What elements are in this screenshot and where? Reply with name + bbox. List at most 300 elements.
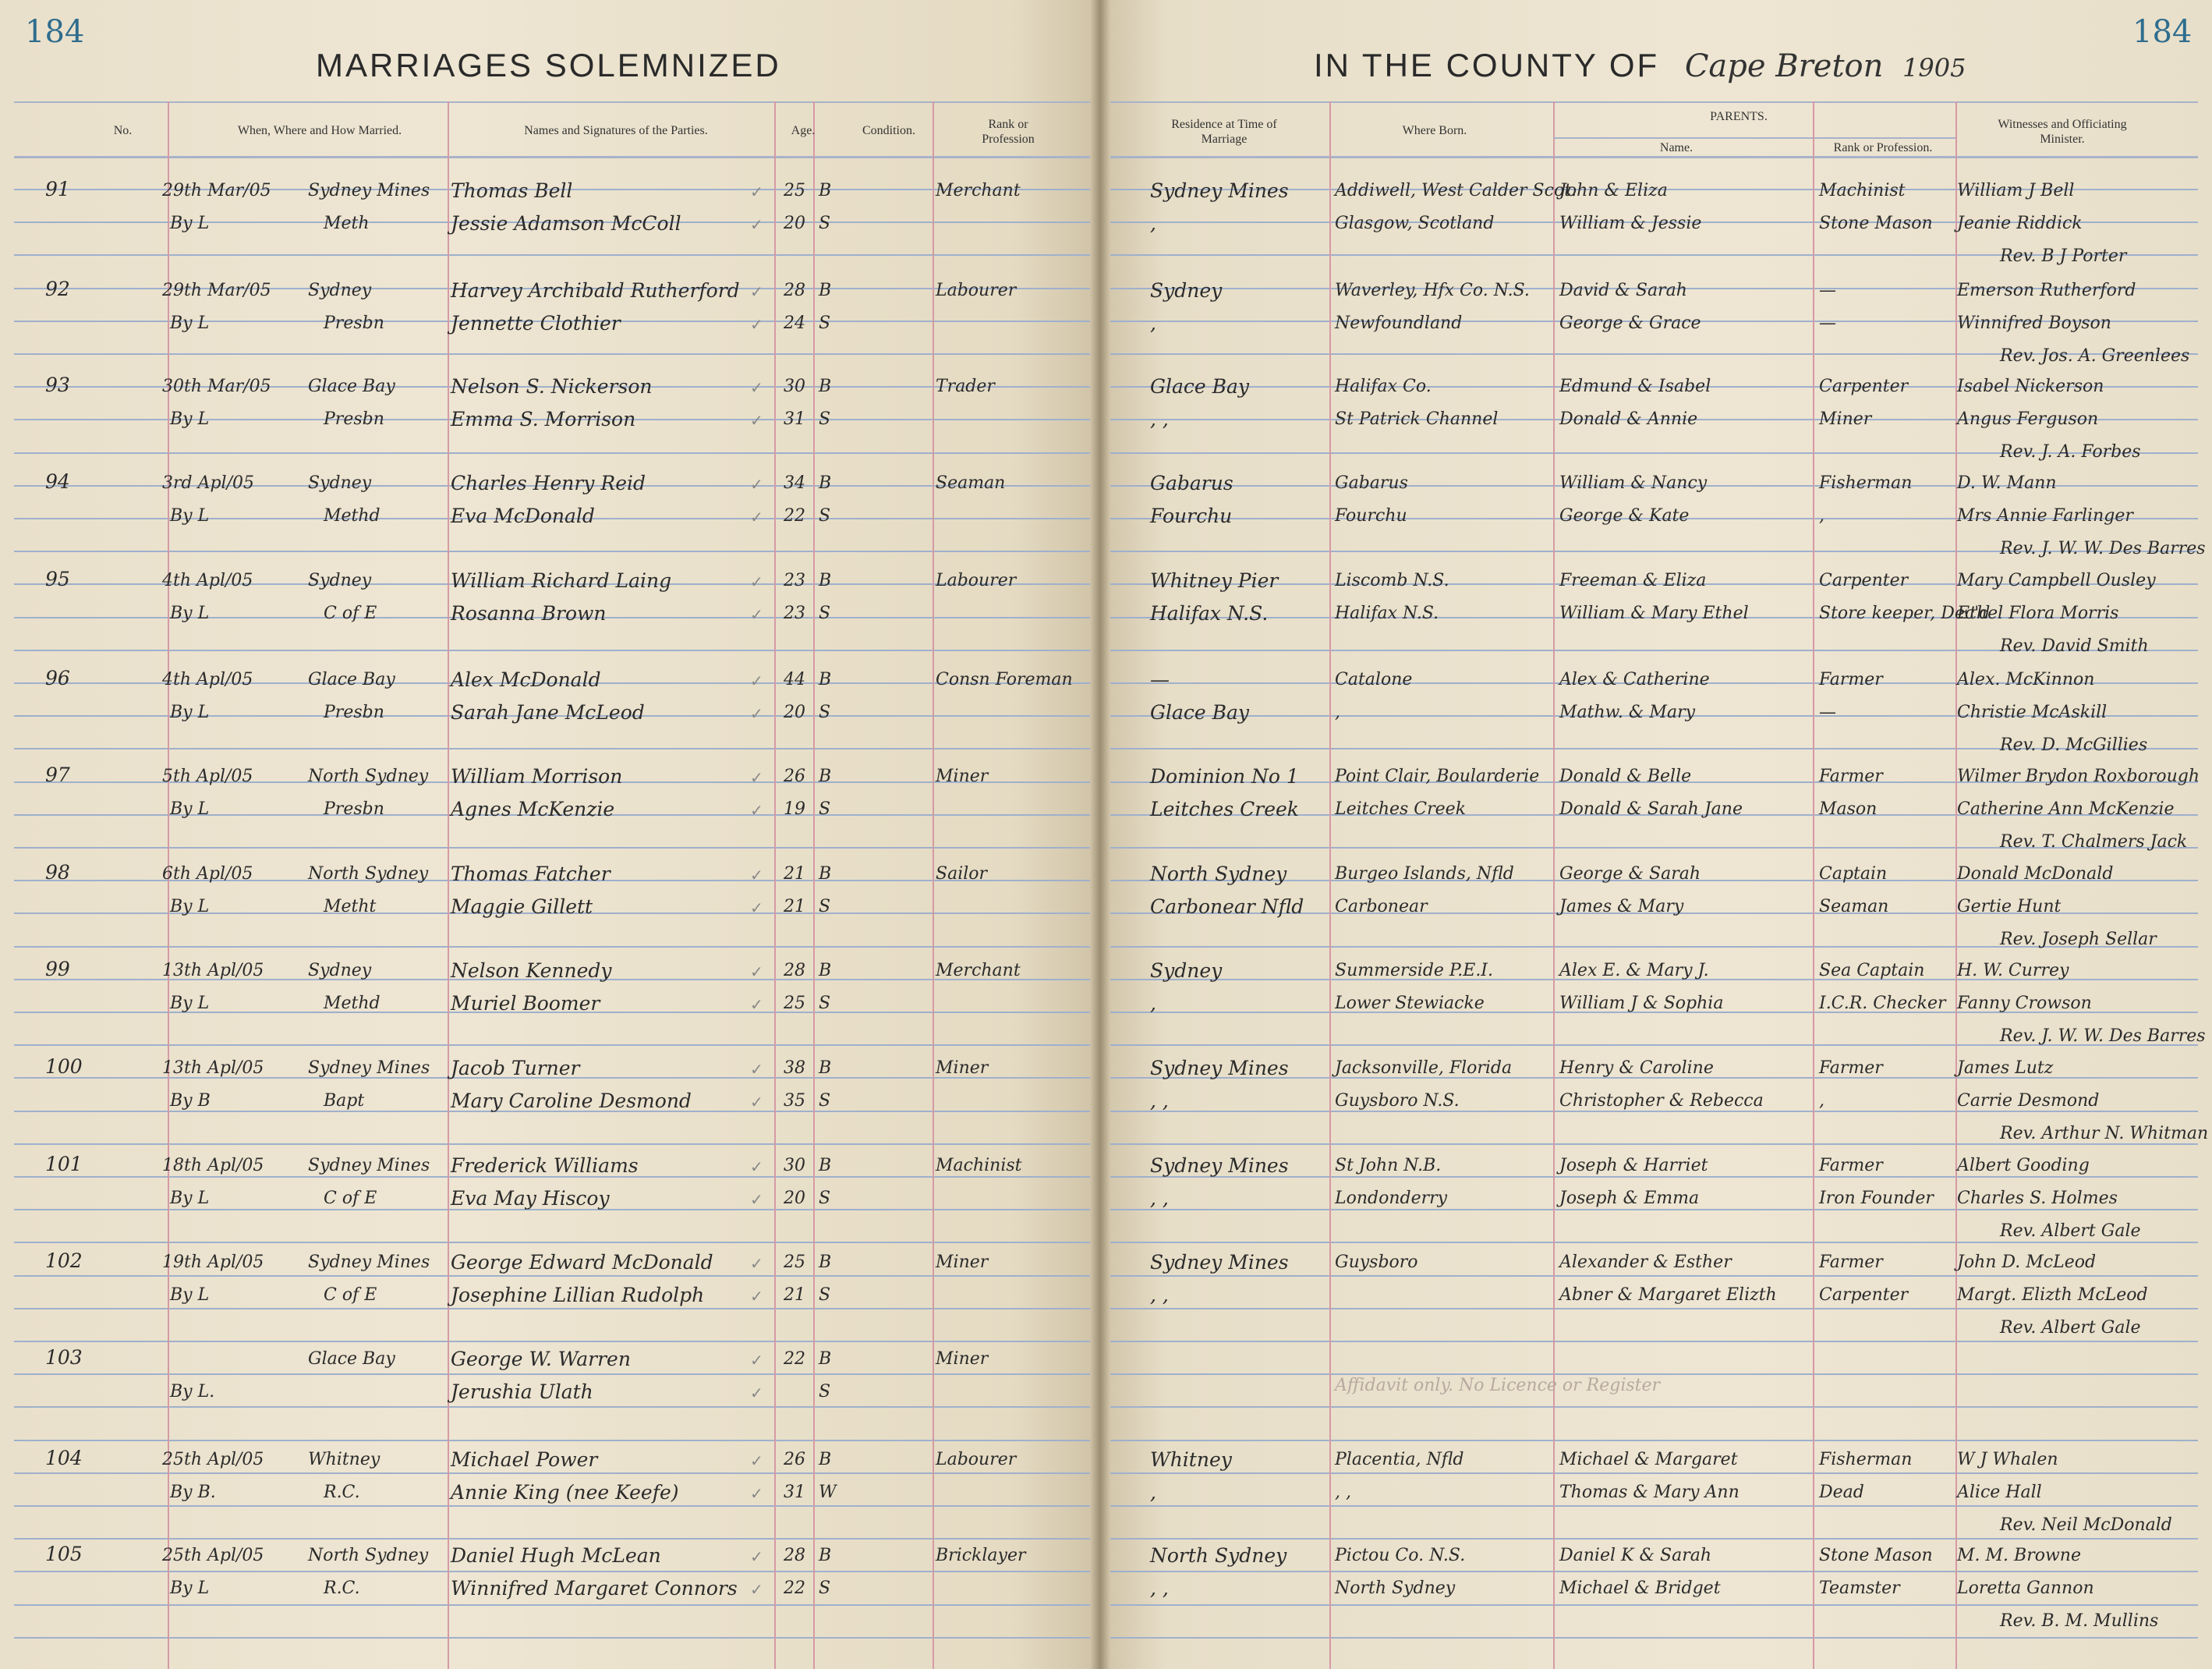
entry-how: By L: [170, 994, 210, 1013]
groom-age: 30: [784, 1156, 805, 1175]
bride-witness: Alice Hall: [1957, 1483, 2042, 1502]
groom-parents: Alex E. & Mary J.: [1559, 961, 1709, 980]
groom-birthplace: Catalone: [1335, 670, 1413, 689]
entry-how: By L: [170, 703, 210, 722]
entry-date: 3rd Apl/05: [162, 473, 255, 493]
groom-parents: Alex & Catherine: [1559, 670, 1710, 689]
entry-number: 100: [45, 1055, 83, 1078]
ruled-line: [14, 1571, 1090, 1572]
groom-rank: Miner: [936, 1349, 989, 1369]
groom-age: 25: [784, 181, 805, 200]
bride-age: 21: [784, 1285, 805, 1305]
parents-subheader-rule: [1553, 137, 1955, 139]
header-names: Names and Signatures of the Parties.: [524, 124, 708, 137]
bride-residence: Leitches Creek: [1150, 798, 1299, 820]
entry-date: 6th Apl/05: [162, 864, 253, 884]
groom-parents: Joseph & Harriet: [1559, 1156, 1708, 1175]
entry-denomination: C of E: [324, 1189, 377, 1208]
entry-date: 29th Mar/05: [162, 181, 271, 200]
header-parents-rank: Rank or Profession.: [1833, 141, 1933, 154]
groom-parents: William & Nancy: [1559, 473, 1708, 493]
bride-age: 35: [784, 1091, 805, 1111]
groom-check-mark: ✓: [750, 866, 763, 884]
groom-parents: Henry & Caroline: [1559, 1058, 1714, 1078]
groom-condition: B: [819, 377, 832, 396]
bride-parents-rank: ,: [1819, 1091, 1824, 1111]
ruled-line: [14, 1472, 1090, 1474]
entry-how: By B.: [170, 1483, 216, 1502]
groom-name: Jacob Turner: [451, 1057, 580, 1079]
groom-condition: B: [819, 1546, 832, 1565]
groom-residence: Whitney: [1150, 1448, 1232, 1471]
groom-rank: Miner: [936, 1058, 989, 1078]
groom-rank: Merchant: [936, 961, 1021, 980]
groom-witness: M. M. Browne: [1957, 1546, 2081, 1565]
bride-birthplace: Fourchu: [1335, 506, 1407, 526]
bride-parents: Donald & Sarah Jane: [1559, 799, 1743, 819]
ruled-line: [14, 946, 1090, 948]
groom-parents-rank: Sea Captain: [1819, 961, 1925, 980]
groom-residence: Dominion No 1: [1150, 765, 1299, 788]
bride-check-mark: ✓: [750, 605, 763, 624]
bride-condition: S: [819, 314, 831, 333]
entry-denomination: Meth: [324, 214, 370, 233]
entry-how: By L: [170, 1579, 210, 1598]
groom-parents-rank: Farmer: [1819, 1058, 1883, 1078]
bride-birthplace: Lower Stewiacke: [1335, 994, 1485, 1013]
entry-number: 96: [45, 667, 70, 689]
bride-name: Rosanna Brown: [451, 602, 607, 625]
ruled-line: [14, 1373, 1090, 1375]
header-age: Age.: [791, 124, 816, 137]
groom-parents-rank: Farmer: [1819, 1156, 1883, 1175]
bride-age: 23: [784, 604, 805, 623]
bride-condition: S: [819, 506, 831, 526]
column-rule: [1813, 101, 1814, 1669]
bride-birthplace: Leitches Creek: [1335, 799, 1467, 819]
bride-parents: Michael & Bridget: [1559, 1579, 1721, 1598]
entry-place: Glace Bay: [308, 670, 395, 689]
groom-parents: George & Sarah: [1559, 864, 1701, 884]
bride-parents: George & Grace: [1559, 314, 1701, 333]
bride-birthplace: , ,: [1335, 1483, 1351, 1502]
entry-number: 103: [45, 1346, 83, 1369]
groom-name: George W. Warren: [451, 1348, 631, 1370]
ruled-line: [1110, 1406, 2198, 1408]
bride-condition: S: [819, 409, 831, 429]
bride-name: Jennette Clothier: [451, 312, 621, 335]
bride-check-mark: ✓: [750, 995, 763, 1014]
groom-witness: Wilmer Brydon Roxborough: [1957, 767, 2200, 786]
entry-place: Whitney: [308, 1450, 380, 1469]
entry-date: 25th Apl/05: [162, 1450, 264, 1469]
ruled-line: [14, 1505, 1090, 1507]
header-parents-name: Name.: [1659, 141, 1694, 154]
groom-name: Charles Henry Reid: [451, 472, 646, 494]
groom-witness: Alex. McKinnon: [1957, 670, 2095, 689]
ruled-line: [1110, 1505, 2198, 1507]
groom-name: William Morrison: [451, 765, 623, 788]
entry-date: 19th Apl/05: [162, 1253, 264, 1272]
entry-how: By L: [170, 1285, 210, 1305]
entry-place: Sydney: [308, 571, 372, 590]
officiating-minister: Rev. B. M. Mullins: [2000, 1611, 2159, 1631]
bride-witness: Jeanie Riddick: [1957, 214, 2083, 233]
officiating-minister: Rev. Arthur N. Whitman: [2000, 1124, 2209, 1143]
groom-birthplace: Waverley, Hfx Co. N.S.: [1335, 281, 1530, 300]
groom-check-mark: ✓: [750, 182, 763, 201]
groom-rank: Seaman: [936, 473, 1006, 493]
groom-residence: Sydney: [1150, 959, 1223, 982]
officiating-minister: Rev. D. McGillies: [2000, 735, 2148, 755]
bride-name: Annie King (nee Keefe): [451, 1481, 679, 1504]
ruled-line: [14, 748, 1090, 749]
entry-number: 102: [45, 1249, 83, 1272]
bride-witness: Christie McAskill: [1957, 703, 2108, 722]
bride-condition: S: [819, 1091, 831, 1111]
groom-condition: B: [819, 181, 832, 200]
ruled-line: [14, 1143, 1090, 1145]
groom-birthplace: Addiwell, West Calder Scot.: [1335, 181, 1577, 200]
bride-check-mark: ✓: [750, 1580, 763, 1599]
bride-name: Maggie Gillett: [451, 895, 593, 918]
ruled-line: [14, 1406, 1090, 1408]
groom-age: 28: [784, 281, 805, 300]
bride-residence: , ,: [1150, 1284, 1169, 1306]
groom-check-mark: ✓: [750, 1157, 763, 1176]
bride-parents: Thomas & Mary Ann: [1559, 1483, 1740, 1502]
entry-date: 13th Apl/05: [162, 1058, 264, 1078]
column-rule: [933, 101, 934, 1669]
groom-rank: Merchant: [936, 181, 1021, 200]
groom-witness: Donald McDonald: [1957, 864, 2114, 884]
groom-check-mark: ✓: [750, 475, 763, 494]
groom-condition: B: [819, 281, 832, 300]
bride-check-mark: ✓: [750, 215, 763, 234]
title-right-text: IN THE COUNTY OF: [1314, 47, 1660, 83]
ruled-line: [1110, 1637, 2198, 1639]
bride-parents-rank: Miner: [1819, 409, 1872, 429]
bride-condition: S: [819, 994, 831, 1013]
groom-parents-rank: Fisherman: [1819, 473, 1913, 493]
bride-age: 22: [784, 506, 805, 526]
groom-name: Frederick Williams: [451, 1154, 639, 1177]
groom-witness: James Lutz: [1957, 1058, 2054, 1078]
groom-witness: H. W. Currey: [1957, 961, 2069, 980]
groom-witness: Isabel Nickerson: [1957, 377, 2104, 396]
bride-condition: S: [819, 604, 831, 623]
officiating-minister: Rev. J. W. W. Des Barres: [2000, 1026, 2206, 1046]
bride-witness: Winnifred Boyson: [1957, 314, 2111, 333]
groom-name: Harvey Archibald Rutherford: [451, 279, 740, 302]
officiating-minister: Rev. Albert Gale: [2000, 1221, 2141, 1241]
column-rule: [813, 101, 815, 1669]
entry-denomination: Presbn: [324, 703, 384, 722]
bride-residence: Fourchu: [1150, 505, 1233, 527]
ruled-line: [14, 1308, 1090, 1309]
groom-check-mark: ✓: [750, 1451, 763, 1470]
ruled-line: [14, 847, 1090, 849]
groom-birthplace: Halifax Co.: [1335, 377, 1432, 396]
groom-residence: Sydney Mines: [1150, 1251, 1289, 1274]
groom-rank: Miner: [936, 767, 989, 786]
ruled-line: [1110, 1538, 2198, 1540]
bride-check-mark: ✓: [750, 1190, 763, 1209]
bride-check-mark: ✓: [750, 1093, 763, 1111]
officiating-minister: Rev. T. Chalmers Jack: [2000, 832, 2188, 852]
groom-check-mark: ✓: [750, 282, 763, 301]
groom-check-mark: ✓: [750, 378, 763, 397]
ruled-line: [14, 1440, 1090, 1441]
groom-check-mark: ✓: [750, 671, 763, 690]
groom-birthplace: Summerside P.E.I.: [1335, 961, 1493, 980]
bride-parents: William & Jessie: [1559, 214, 1702, 233]
entry-number: 101: [45, 1153, 83, 1175]
entry-denomination: R.C.: [324, 1579, 360, 1598]
bride-parents: Donald & Annie: [1559, 409, 1698, 429]
entry-denomination: Metht: [324, 897, 377, 916]
bride-parents-rank: Store keeper, Dec'd: [1819, 604, 1991, 623]
groom-name: Thomas Bell: [451, 179, 573, 202]
entry-date: 5th Apl/05: [162, 767, 253, 786]
groom-age: 44: [784, 670, 805, 689]
entry-how: By L: [170, 1189, 210, 1208]
groom-rank: Labourer: [936, 281, 1017, 300]
groom-parents-rank: Farmer: [1819, 767, 1883, 786]
column-rule: [774, 101, 776, 1669]
ruled-line: [14, 1242, 1090, 1243]
groom-parents-rank: Captain: [1819, 864, 1888, 884]
groom-parents-rank: Stone Mason: [1819, 1546, 1933, 1565]
bride-parents-rank: Mason: [1819, 799, 1878, 819]
bride-age: 21: [784, 897, 805, 916]
groom-condition: B: [819, 1349, 832, 1369]
header-no: No.: [113, 124, 133, 137]
groom-birthplace: St John N.B.: [1335, 1156, 1442, 1175]
groom-name: Thomas Fatcher: [451, 863, 611, 885]
bride-residence: , ,: [1150, 1187, 1169, 1210]
bride-name: Emma S. Morrison: [451, 408, 636, 431]
groom-residence: Whitney Pier: [1150, 569, 1279, 592]
groom-witness: W J Whalen: [1957, 1450, 2058, 1469]
entry-place: Sydney: [308, 281, 372, 300]
bride-age: 31: [784, 409, 805, 429]
groom-residence: Sydney Mines: [1150, 1057, 1289, 1079]
entry-denomination: Methd: [324, 994, 380, 1013]
bride-residence: Glace Bay: [1150, 701, 1250, 724]
groom-name: Michael Power: [451, 1448, 598, 1471]
officiating-minister: Rev. David Smith: [2000, 636, 2149, 656]
entry-date: 25th Apl/05: [162, 1546, 264, 1565]
groom-age: 34: [784, 473, 805, 493]
groom-name: Daniel Hugh McLean: [451, 1544, 661, 1567]
bride-name: Muriel Boomer: [451, 992, 600, 1015]
groom-rank: Miner: [936, 1253, 989, 1272]
entry-place: Glace Bay: [308, 1349, 395, 1369]
groom-rank: Consn Foreman: [936, 670, 1073, 689]
ruled-line: [14, 551, 1090, 552]
groom-birthplace: Liscomb N.S.: [1335, 571, 1449, 590]
groom-condition: B: [819, 1058, 832, 1078]
entry-denomination: C of E: [324, 604, 377, 623]
entry-denomination: Presbn: [324, 409, 384, 429]
ruled-line: [14, 254, 1090, 256]
groom-name: Nelson Kennedy: [451, 959, 612, 982]
entry-place: Sydney: [308, 473, 372, 493]
bride-parents-rank: Teamster: [1819, 1579, 1900, 1598]
groom-age: 38: [784, 1058, 805, 1078]
groom-age: 30: [784, 377, 805, 396]
header-bottom-rule: [14, 156, 1090, 158]
groom-age: 21: [784, 864, 805, 884]
entry-date: 4th Apl/05: [162, 670, 253, 689]
book-gutter: [1090, 0, 1110, 1669]
bride-parents-rank: Carpenter: [1819, 1285, 1909, 1305]
entry-how: By L: [170, 604, 210, 623]
bride-parents-rank: —: [1819, 703, 1836, 722]
groom-check-mark: ✓: [750, 1254, 763, 1273]
bride-name: Jessie Adamson McColl: [451, 212, 681, 235]
column-rule: [1329, 101, 1331, 1669]
entry-how: By B: [170, 1091, 211, 1111]
groom-rank: Machinist: [936, 1156, 1022, 1175]
header-born: Where Born.: [1402, 124, 1467, 137]
entry-number: 104: [45, 1447, 83, 1469]
entry-number: 105: [45, 1543, 83, 1565]
bride-condition: S: [819, 703, 831, 722]
officiating-minister: Rev. Neil McDonald: [2000, 1515, 2172, 1535]
groom-parents: Edmund & Isabel: [1559, 377, 1711, 396]
entry-how: By L: [170, 897, 210, 916]
bride-name: Josephine Lillian Rudolph: [451, 1284, 705, 1306]
ruled-line: [1110, 1275, 2198, 1277]
bride-age: 31: [784, 1483, 805, 1502]
bride-residence: ,: [1150, 312, 1156, 335]
bride-birthplace: Glasgow, Scotland: [1335, 214, 1495, 233]
bride-birthplace: Guysboro N.S.: [1335, 1091, 1460, 1111]
bride-parents: Mathw. & Mary: [1559, 703, 1696, 722]
header-witnesses: Witnesses and Officiating Minister.: [1998, 118, 2127, 146]
groom-condition: B: [819, 1253, 832, 1272]
bride-residence: ,: [1150, 212, 1156, 235]
entry-how: By L.: [170, 1382, 215, 1401]
bride-residence: , ,: [1150, 1090, 1169, 1112]
bride-check-mark: ✓: [750, 315, 763, 334]
ruled-line: [14, 1538, 1090, 1540]
entry-date: 4th Apl/05: [162, 571, 253, 590]
groom-parents: Donald & Belle: [1559, 767, 1692, 786]
entry-number: 98: [45, 861, 70, 884]
entry-how: By L: [170, 314, 210, 333]
ruled-line: [1110, 1341, 2198, 1342]
bride-condition: S: [819, 214, 831, 233]
ruled-line: [14, 1275, 1090, 1277]
ruled-line: [1110, 1308, 2198, 1309]
groom-witness: D. W. Mann: [1957, 473, 2057, 493]
groom-parents-rank: Machinist: [1819, 181, 1906, 200]
groom-residence: Glace Bay: [1150, 375, 1250, 398]
groom-condition: B: [819, 961, 832, 980]
groom-condition: B: [819, 571, 832, 590]
bride-witness: Catherine Ann McKenzie: [1957, 799, 2175, 819]
groom-parents-rank: Carpenter: [1819, 377, 1909, 396]
bride-witness: Carrie Desmond: [1957, 1091, 2100, 1111]
bride-parents: Joseph & Emma: [1559, 1189, 1700, 1208]
bride-check-mark: ✓: [750, 801, 763, 820]
groom-parents-rank: Farmer: [1819, 670, 1883, 689]
groom-residence: Sydney Mines: [1150, 179, 1289, 202]
bride-parents-rank: I.C.R. Checker: [1819, 994, 1946, 1013]
groom-birthplace: Point Clair, Boularderie: [1335, 767, 1540, 786]
bride-witness: Angus Ferguson: [1957, 409, 2099, 429]
bride-name: Sarah Jane McLeod: [451, 701, 645, 724]
bride-age: 20: [784, 214, 805, 233]
bride-check-mark: ✓: [750, 1384, 763, 1402]
bride-parents-rank: Iron Founder: [1819, 1189, 1934, 1208]
bride-check-mark: ✓: [750, 1287, 763, 1306]
ruled-line: [14, 452, 1090, 454]
groom-residence: North Sydney: [1150, 863, 1287, 885]
groom-parents-rank: Farmer: [1819, 1253, 1883, 1272]
header-rank: Rank or Profession: [982, 118, 1035, 146]
groom-parents: Alexander & Esther: [1559, 1253, 1732, 1272]
groom-age: 23: [784, 571, 805, 590]
bride-age: 19: [784, 799, 805, 819]
bride-condition: S: [819, 1382, 831, 1401]
bride-witness: Mrs Annie Farlinger: [1957, 506, 2133, 526]
bride-residence: Halifax N.S.: [1150, 602, 1269, 625]
entry-date: 30th Mar/05: [162, 377, 271, 396]
bride-check-mark: ✓: [750, 1484, 763, 1503]
officiating-minister: Rev. Albert Gale: [2000, 1318, 2141, 1338]
groom-rank: Bricklayer: [936, 1546, 1026, 1565]
groom-condition: B: [819, 1156, 832, 1175]
officiating-minister: Rev. J. A. Forbes: [2000, 442, 2141, 462]
groom-check-mark: ✓: [750, 1547, 763, 1566]
entry-note: Affidavit only. No Licence or Register: [1335, 1376, 1661, 1395]
bride-residence: ,: [1150, 992, 1156, 1015]
entry-number: 97: [45, 764, 70, 786]
bride-parents: William J & Sophia: [1559, 994, 1724, 1013]
header-bottom-rule-right: [1110, 156, 2198, 158]
page-title-right: [1314, 47, 1966, 84]
entry-place: Sydney Mines: [308, 1253, 430, 1272]
bride-witness: Loretta Gannon: [1957, 1579, 2094, 1598]
groom-parents: David & Sarah: [1559, 281, 1687, 300]
header-top-rule-right: [1110, 101, 2198, 103]
groom-age: 28: [784, 1546, 805, 1565]
officiating-minister: Rev. J. W. W. Des Barres: [2000, 539, 2206, 558]
bride-parents: Christopher & Rebecca: [1559, 1091, 1764, 1111]
header-when: When, Where and How Married.: [237, 124, 402, 137]
groom-name: William Richard Laing: [451, 569, 672, 592]
groom-rank: Sailor: [936, 864, 988, 884]
entry-denomination: Presbn: [324, 314, 384, 333]
groom-witness: Albert Gooding: [1957, 1156, 2090, 1175]
bride-age: 20: [784, 703, 805, 722]
bride-witness: Ethel Flora Morris: [1957, 604, 2119, 623]
bride-residence: , ,: [1150, 408, 1169, 431]
bride-parents: James & Mary: [1559, 897, 1684, 916]
bride-residence: ,: [1150, 1481, 1156, 1504]
bride-name: Agnes McKenzie: [451, 798, 615, 820]
entry-denomination: Methd: [324, 506, 380, 526]
groom-birthplace: Placentia, Nfld: [1335, 1450, 1464, 1469]
groom-rank: Labourer: [936, 1450, 1017, 1469]
entry-denomination: R.C.: [324, 1483, 360, 1502]
bride-name: Mary Caroline Desmond: [451, 1090, 692, 1112]
entry-number: 95: [45, 568, 70, 590]
